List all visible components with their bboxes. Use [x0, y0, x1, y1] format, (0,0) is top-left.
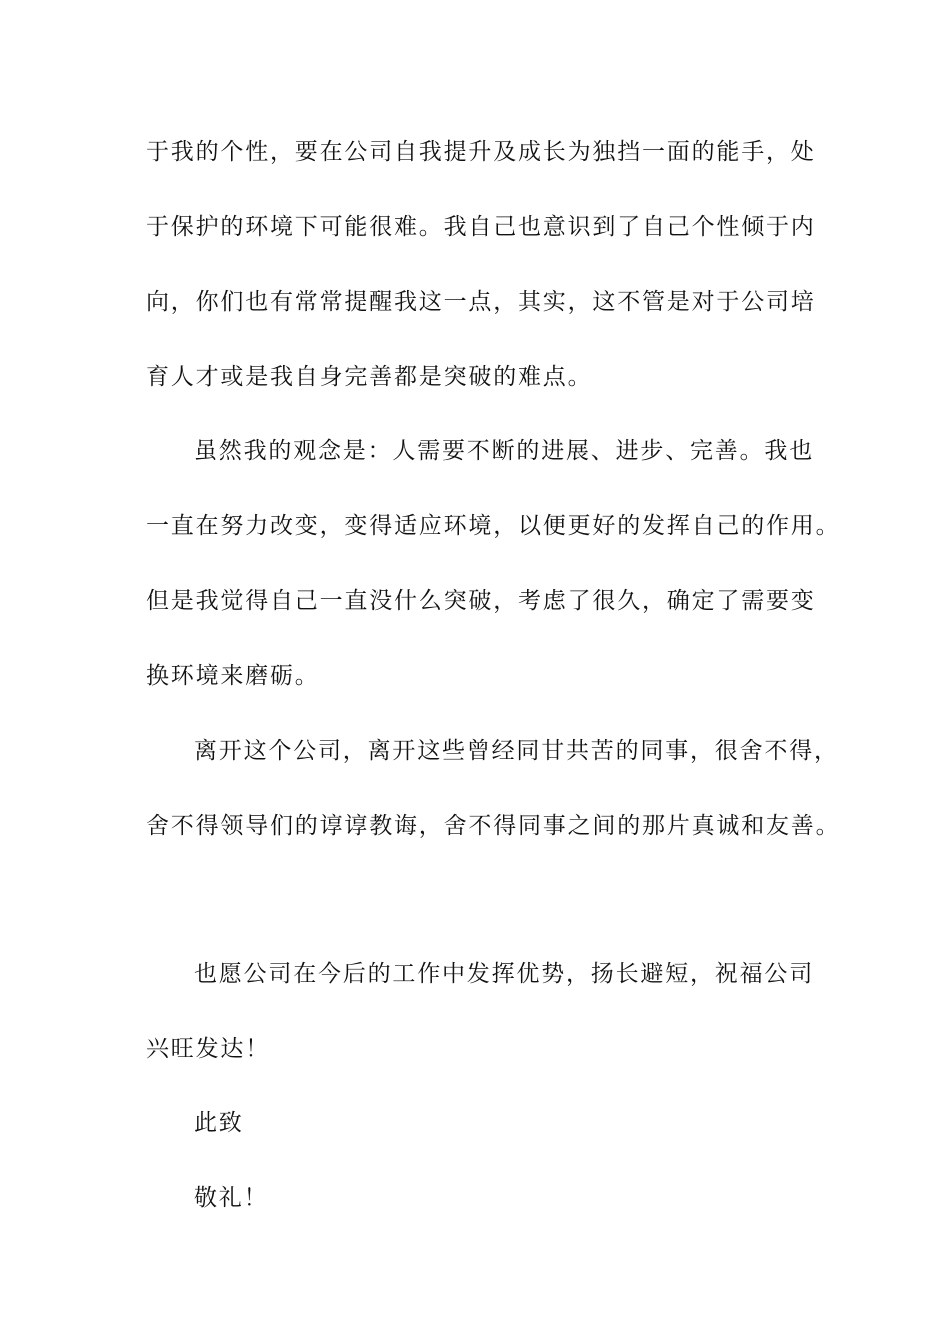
- closing-salutation: 此致: [194, 1110, 244, 1136]
- paragraph-2-line-1: 虽然我的观念是：人需要不断的进展、进步、完善。我也: [194, 438, 814, 464]
- closing-regards: 敬礼！: [194, 1185, 269, 1211]
- paragraph-3-line-2: 舍不得领导们的谆谆教诲，舍不得同事之间的那片真诚和友善。: [146, 813, 841, 839]
- paragraph-1-line-4: 育人才或是我自身完善都是突破的难点。: [146, 364, 593, 390]
- paragraph-1-line-1: 于我的个性，要在公司自我提升及成长为独挡一面的能手，处: [146, 139, 816, 165]
- paragraph-2-line-3: 但是我觉得自己一直没什么突破，考虑了很久，确定了需要变: [146, 588, 816, 614]
- paragraph-2-line-4: 换环境来磨砺。: [146, 663, 320, 689]
- paragraph-1-line-3: 向，你们也有常常提醒我这一点，其实，这不管是对于公司培: [146, 289, 816, 315]
- paragraph-4-line-1: 也愿公司在今后的工作中发挥优势，扬长避短，祝福公司: [194, 961, 814, 987]
- paragraph-1-line-2: 于保护的环境下可能很难。我自己也意识到了自己个性倾于内: [146, 214, 816, 240]
- paragraph-2-line-2: 一直在努力改变，变得适应环境，以便更好的发挥自己的作用。: [146, 513, 841, 539]
- paragraph-4-line-2: 兴旺发达！: [146, 1036, 270, 1062]
- paragraph-3-line-1: 离开这个公司，离开这些曾经同甘共苦的同事，很舍不得，: [194, 738, 839, 764]
